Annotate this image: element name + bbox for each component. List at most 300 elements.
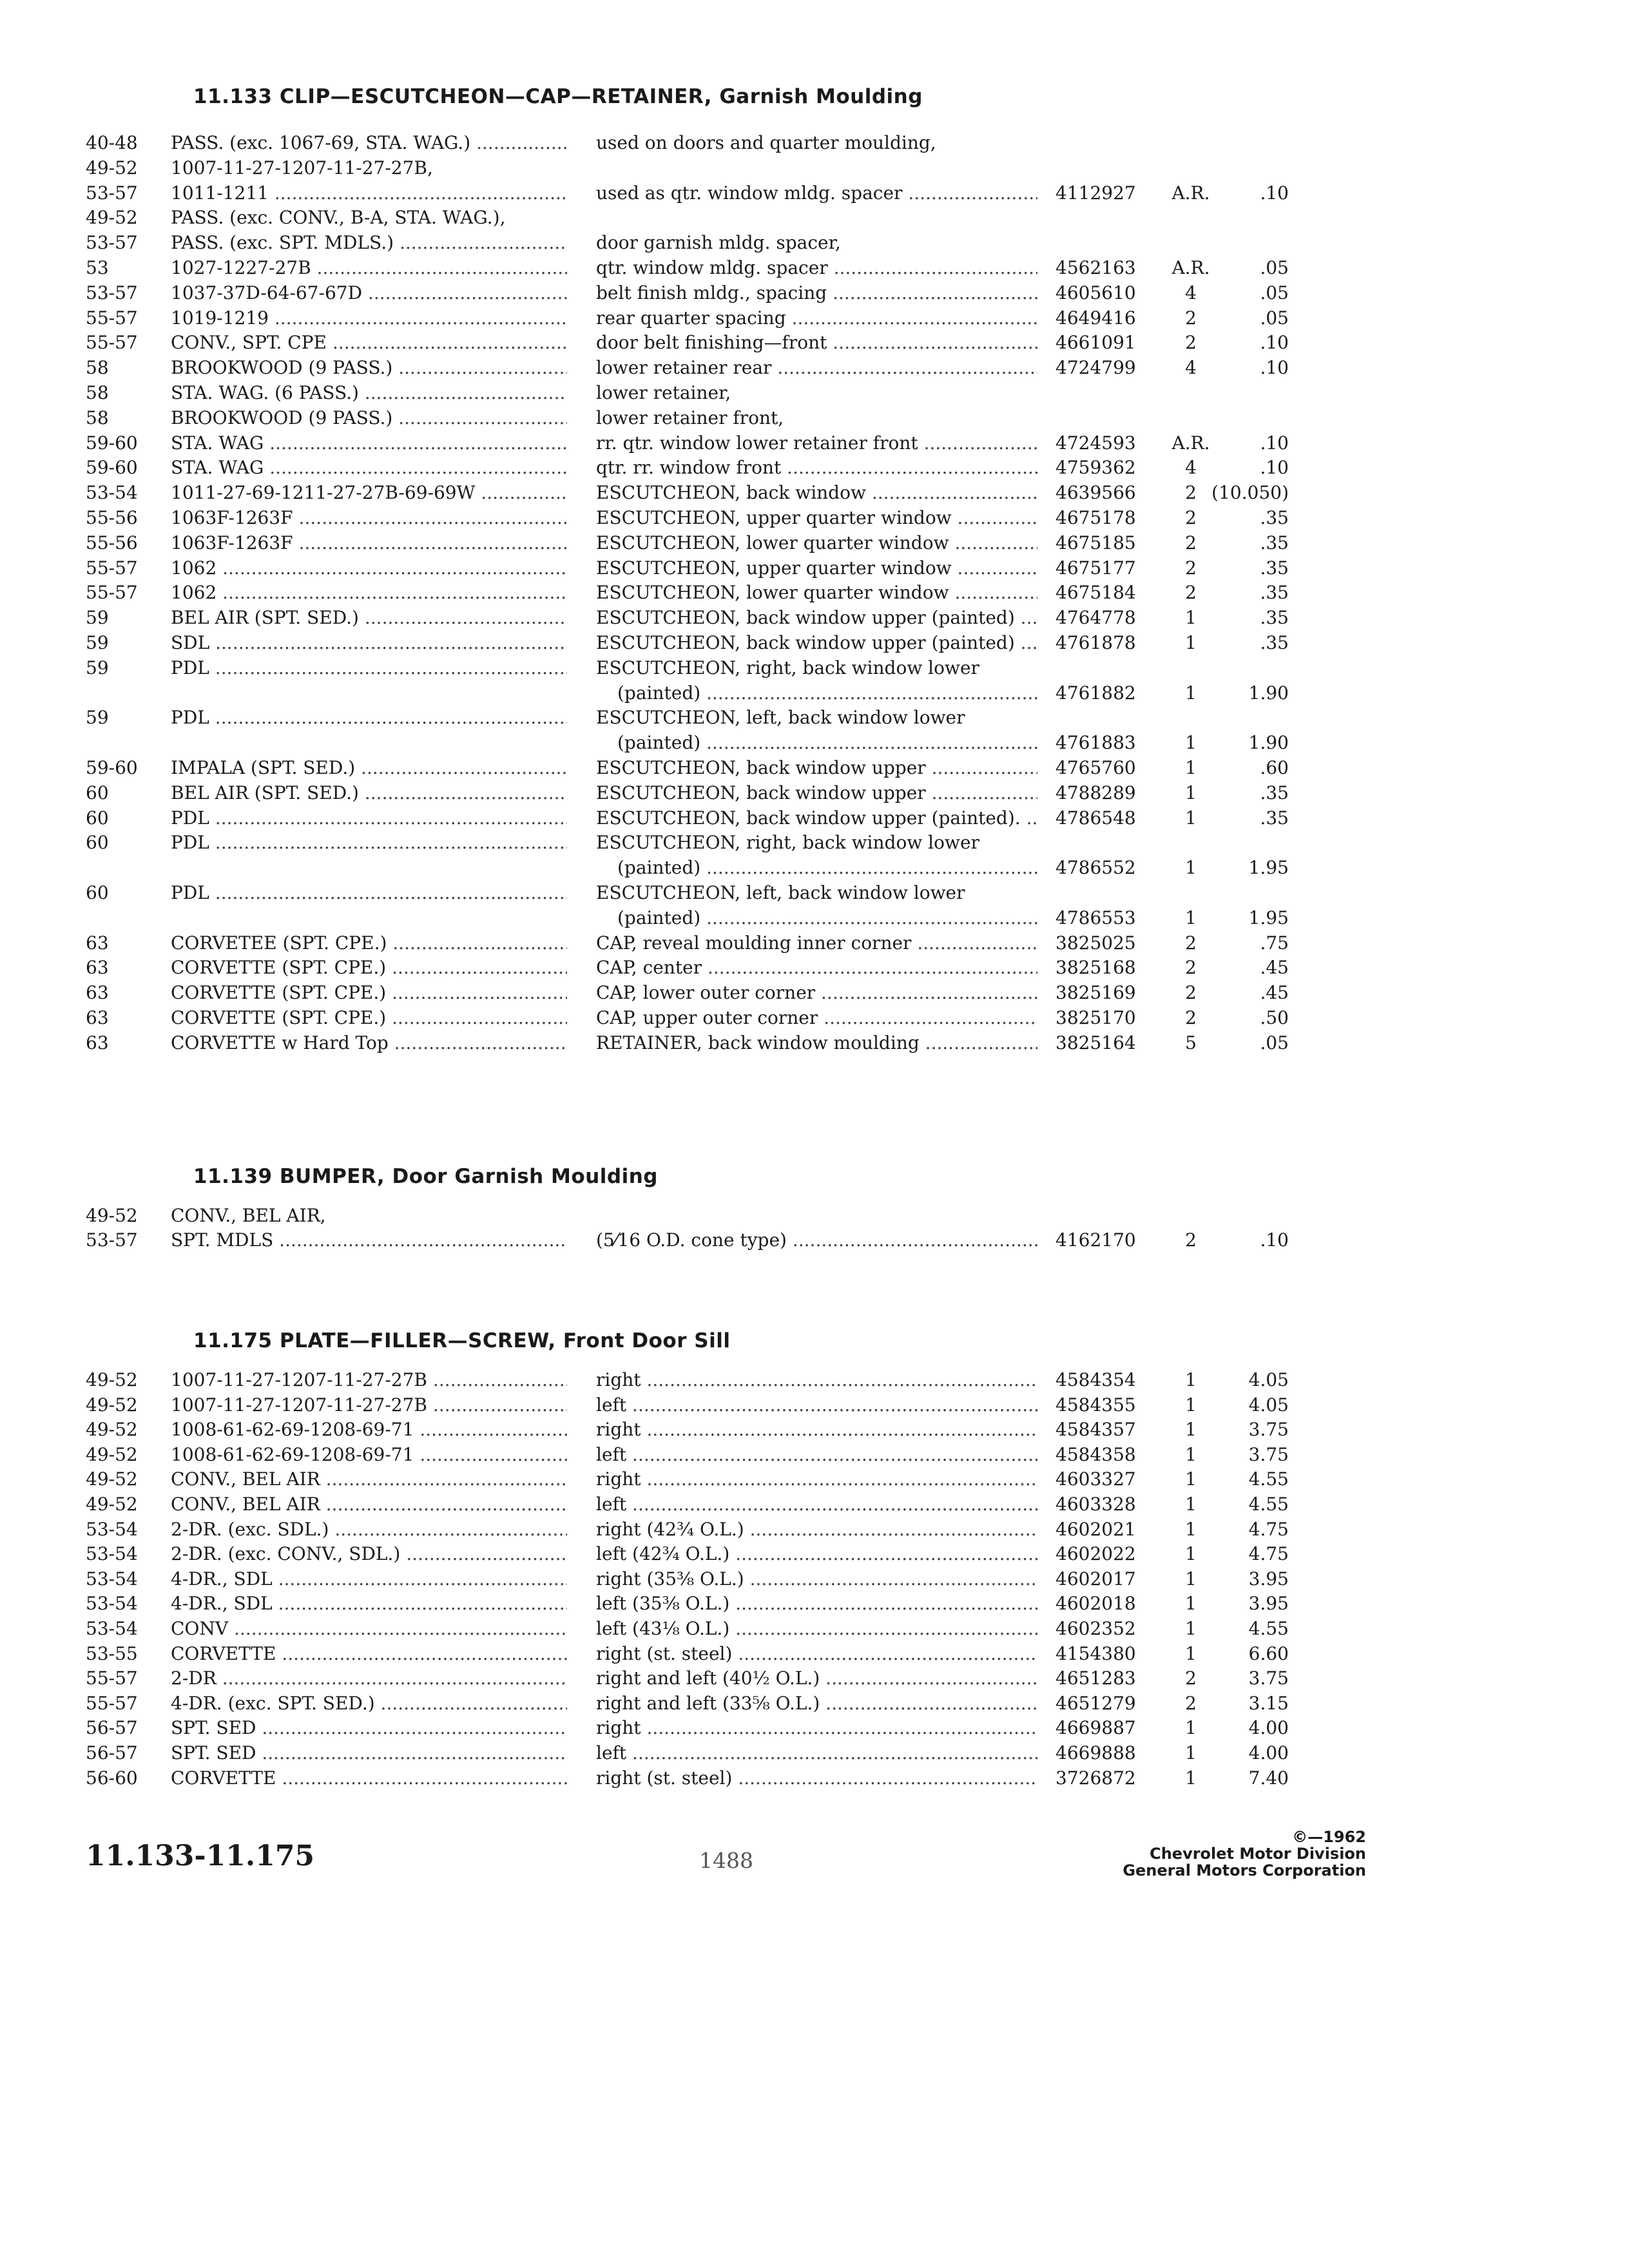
description-cell: rear quarter spacing ..... [596,307,1037,329]
model-cell: STA. WAG ..... [171,432,567,454]
table-row [0,757,1629,782]
description-cell: RETAINER, back window moulding ..... [596,1032,1037,1053]
table-row [0,332,1629,356]
model-cell: 1062 ..... [171,557,567,579]
description-cell: CAP, upper outer corner ..... [596,1007,1037,1028]
table-row [0,132,1629,157]
year-cell: 49-52 [86,1468,138,1490]
quantity-cell: A.R. [1171,432,1210,454]
part-number-cell: 4675178 [1055,507,1136,528]
year-cell: 60 [86,832,109,854]
description-cell: lower retainer rear ..... [596,357,1037,378]
year-cell: 53-54 [86,482,138,504]
part-number-cell: 4154380 [1055,1642,1136,1664]
table-row [0,457,1629,481]
footer-copyright: ©—1962 [1292,1828,1366,1846]
quantity-cell: 1 [1185,1518,1197,1540]
model-cell: 1011-27-69-1211-27-27B-69-69W ..... [171,482,567,503]
model-cell: SPT. MDLS ..... [171,1229,567,1251]
description-cell: right ..... [596,1717,1037,1738]
table-row [0,1693,1629,1717]
year-cell: 49-52 [86,1419,138,1441]
price-cell: .45 [1260,982,1289,1004]
part-number-cell: 4584358 [1055,1443,1136,1465]
quantity-cell: 1 [1185,632,1197,653]
description-cell: ESCUTCHEON, lower quarter window ..... [596,532,1037,553]
table-row [0,657,1629,682]
footer-publisher [1108,1829,1366,1879]
table-row [0,357,1629,381]
description-cell: qtr. rr. window front ..... [596,457,1037,478]
price-cell: .35 [1260,807,1289,829]
quantity-cell: 1 [1185,1419,1197,1441]
model-cell: SPT. SED ..... [171,1742,567,1763]
price-cell: .60 [1260,757,1289,778]
table-row [0,432,1629,457]
model-cell: PASS. (exc. CONV., B-A, STA. WAG.), [171,207,506,229]
model-cell: CONV., BEL AIR, [171,1205,326,1226]
table-row [0,1444,1629,1468]
model-cell: 1037-37D-64-67-67D ..... [171,282,567,303]
year-cell: 59 [86,657,109,678]
table-row [0,957,1629,981]
part-number-cell: 4605610 [1055,282,1136,303]
price-cell: 4.55 [1248,1618,1289,1639]
part-number-cell: 4786548 [1055,807,1136,829]
part-number-cell: 4724799 [1055,357,1136,379]
description-cell: left (35⅜ O.L.) ..... [596,1593,1037,1614]
part-number-cell: 4675184 [1055,582,1136,604]
year-cell: 55-56 [86,532,138,553]
model-cell: IMPALA (SPT. SED.) ..... [171,757,567,778]
section-title-11-133: 11.133 CLIP—ESCUTCHEON—CAP—RETAINER, Garnish Moulding [193,85,923,108]
section-title-11-139: 11.139 BUMPER, Door Garnish Moulding [193,1165,658,1188]
price-cell: 4.05 [1248,1394,1289,1416]
description-cell: door belt finishing—front ..... [596,332,1037,353]
price-cell: 4.05 [1248,1369,1289,1390]
description-cell: ESCUTCHEON, left, back window lower [596,882,965,903]
part-number-cell: 4761878 [1055,632,1136,653]
year-cell: 49-52 [86,207,138,229]
part-number-cell: 4603327 [1055,1468,1136,1490]
year-cell: 59-60 [86,457,138,479]
price-cell: .35 [1260,557,1289,579]
quantity-cell: 1 [1185,1568,1197,1590]
price-cell: 7.40 [1248,1767,1289,1789]
model-cell: PDL ..... [171,657,567,678]
model-cell: CORVETTE (SPT. CPE.) ..... [171,1007,567,1028]
part-number-cell: 4669888 [1055,1742,1136,1763]
table-row [0,1394,1629,1419]
table-row [0,832,1629,856]
price-cell: .10 [1260,1229,1289,1251]
description-cell: used on doors and quarter moulding, [596,132,936,153]
price-cell: .50 [1260,1007,1289,1028]
part-number-cell: 4764778 [1055,607,1136,629]
quantity-cell: 2 [1185,307,1197,329]
quantity-cell: 1 [1185,732,1197,754]
quantity-cell: 2 [1185,557,1197,579]
quantity-cell: 1 [1185,682,1197,704]
price-cell: .05 [1260,307,1289,329]
table-row [0,232,1629,256]
quantity-cell: 1 [1185,607,1197,629]
description-cell: left ..... [596,1394,1037,1416]
part-number-cell: 3825164 [1055,1032,1136,1053]
year-cell: 55-57 [86,582,138,604]
quantity-cell: 1 [1185,1468,1197,1490]
description-cell: ESCUTCHEON, back window upper ..... [596,757,1037,778]
description-cell: (5⁄16 O.D. cone type) ..... [596,1229,1037,1251]
table-row [0,1593,1629,1617]
model-cell: BEL AIR (SPT. SED.) ..... [171,782,567,803]
description-cell: right (42¾ O.L.) ..... [596,1519,1037,1540]
model-cell: SDL ..... [171,632,567,653]
price-cell: .10 [1260,182,1289,204]
description-cell: right (35⅜ O.L.) ..... [596,1568,1037,1590]
model-cell: BEL AIR (SPT. SED.) ..... [171,607,567,628]
year-cell: 63 [86,932,109,954]
year-cell: 49-52 [86,1494,138,1515]
table-row [0,882,1629,907]
footer-section-range: 11.133-11.175 [86,1840,315,1872]
price-cell: .10 [1260,357,1289,379]
description-cell: right and left (33⅝ O.L.) ..... [596,1693,1037,1714]
model-cell: CORVETTE ..... [171,1643,567,1664]
table-row [0,1667,1629,1692]
model-cell: STA. WAG ..... [171,457,567,478]
description-cell: right (st. steel) ..... [596,1767,1037,1789]
description-cell: ESCUTCHEON, left, back window lower [596,707,965,729]
price-cell: 4.55 [1248,1468,1289,1490]
quantity-cell: 2 [1185,1667,1197,1689]
table-row [0,1643,1629,1667]
year-cell: 53 [86,257,109,278]
quantity-cell: 4 [1185,457,1197,479]
description-cell: ESCUTCHEON, right, back window lower [596,832,979,854]
model-cell: 1019-1219 ..... [171,307,567,329]
price-cell: .05 [1260,1032,1289,1053]
table-row [0,1543,1629,1568]
model-cell: CORVETTE (SPT. CPE.) ..... [171,982,567,1003]
table-row [0,482,1629,506]
price-cell: 1.90 [1248,682,1289,704]
part-number-cell: 4675185 [1055,532,1136,553]
part-number-cell: 4603328 [1055,1494,1136,1515]
footer-division: Chevrolet Motor Division [1150,1845,1366,1863]
year-cell: 53-55 [86,1642,138,1664]
quantity-cell: 1 [1185,1443,1197,1465]
year-cell: 55-57 [86,307,138,329]
description-cell: left (42¾ O.L.) ..... [596,1543,1037,1564]
price-cell: .35 [1260,632,1289,653]
footer-page-number: 1488 [699,1848,753,1873]
part-number-cell: 4724593 [1055,432,1136,454]
quantity-cell: 2 [1185,932,1197,954]
price-cell: .45 [1260,957,1289,979]
part-number-cell: 4669887 [1055,1717,1136,1739]
footer-corporation: General Motors Corporation [1123,1861,1366,1879]
quantity-cell: 1 [1185,757,1197,778]
quantity-cell: 2 [1185,1229,1197,1251]
part-number-cell: 4602022 [1055,1543,1136,1565]
model-cell: CORVETEE (SPT. CPE.) ..... [171,932,567,954]
model-cell: CONV., BEL AIR ..... [171,1494,567,1515]
part-number-cell: 4584354 [1055,1369,1136,1390]
part-number-cell: 4788289 [1055,782,1136,803]
description-cell: CAP, reveal moulding inner corner ..... [596,932,1037,954]
year-cell: 53-54 [86,1543,138,1565]
table-row [0,1419,1629,1443]
table-row [0,632,1629,657]
quantity-cell: 5 [1185,1032,1197,1053]
description-cell: ESCUTCHEON, back window upper (painted) ..... [596,632,1037,653]
description-cell: (painted) ..... [617,857,1037,878]
table-row [0,1519,1629,1543]
year-cell: 53-54 [86,1518,138,1540]
model-cell: 4-DR. (exc. SPT. SED.) ..... [171,1693,567,1714]
year-cell: 53-57 [86,232,138,254]
part-number-cell: 4675177 [1055,557,1136,579]
part-number-cell: 4786553 [1055,907,1136,928]
year-cell: 53-57 [86,1229,138,1251]
part-number-cell: 4759362 [1055,457,1136,479]
quantity-cell: 1 [1185,1593,1197,1615]
price-cell: .35 [1260,607,1289,629]
section-title-11-175: 11.175 PLATE—FILLER—SCREW, Front Door Sill [193,1329,731,1352]
part-number-cell: 4602018 [1055,1593,1136,1615]
model-cell: STA. WAG. (6 PASS.) ..... [171,382,567,403]
year-cell: 58 [86,357,109,379]
year-cell: 53-54 [86,1618,138,1639]
part-number-cell: 4761883 [1055,732,1136,754]
quantity-cell: 2 [1185,957,1197,979]
year-cell: 58 [86,407,109,428]
quantity-cell: 1 [1185,1618,1197,1639]
year-cell: 49-52 [86,1205,138,1226]
price-cell: 3.95 [1248,1568,1289,1590]
part-number-cell: 4765760 [1055,757,1136,778]
year-cell: 59 [86,632,109,653]
price-cell: 1.95 [1248,907,1289,928]
table-row [0,1742,1629,1767]
description-cell: left ..... [596,1742,1037,1763]
description-cell: ESCUTCHEON, upper quarter window ..... [596,557,1037,579]
description-cell: left ..... [596,1444,1037,1465]
price-cell: .35 [1260,507,1289,528]
model-cell: CORVETTE (SPT. CPE.) ..... [171,957,567,978]
year-cell: 56-57 [86,1742,138,1763]
price-cell: .05 [1260,257,1289,278]
description-cell: right (st. steel) ..... [596,1643,1037,1664]
table-row [0,407,1629,432]
table-row [0,1717,1629,1742]
part-number-cell: 3726872 [1055,1767,1136,1789]
year-cell: 58 [86,382,109,403]
table-row [0,557,1629,582]
part-number-cell: 4602021 [1055,1518,1136,1540]
part-number-cell: 4651279 [1055,1692,1136,1714]
model-cell: CORVETTE ..... [171,1767,567,1789]
year-cell: 49-52 [86,157,138,178]
year-cell: 49-52 [86,1394,138,1416]
price-cell: 6.60 [1248,1642,1289,1664]
quantity-cell: 2 [1185,532,1197,553]
part-number-cell: 3825025 [1055,932,1136,954]
quantity-cell: 2 [1185,507,1197,528]
part-number-cell: 4649416 [1055,307,1136,329]
model-cell: 1008-61-62-69-1208-69-71 ..... [171,1444,567,1465]
model-cell: BROOKWOOD (9 PASS.) ..... [171,407,567,428]
table-row [0,307,1629,332]
description-cell: CAP, center ..... [596,957,1037,978]
quantity-cell: 2 [1185,482,1197,504]
price-cell: .05 [1260,282,1289,303]
price-cell: .75 [1260,932,1289,954]
description-cell: right ..... [596,1369,1037,1390]
table-row [0,1032,1629,1057]
quantity-cell: 4 [1185,282,1197,303]
description-cell: left ..... [596,1494,1037,1515]
table-row [0,807,1629,832]
quantity-cell: 1 [1185,1369,1197,1390]
quantity-cell: 1 [1185,857,1197,879]
quantity-cell: 1 [1185,782,1197,803]
part-number-cell: 4162170 [1055,1229,1136,1251]
price-cell: 4.00 [1248,1742,1289,1763]
model-cell: CONV., SPT. CPE ..... [171,332,567,353]
quantity-cell: 1 [1185,1494,1197,1515]
table-row [0,1568,1629,1593]
table-row [0,782,1629,807]
price-cell: .35 [1260,782,1289,803]
quantity-cell: A.R. [1171,257,1210,278]
price-cell: 3.75 [1248,1667,1289,1689]
model-cell: 1063F-1263F ..... [171,532,567,553]
year-cell: 40-48 [86,132,138,153]
table-row [0,982,1629,1006]
quantity-cell: 1 [1185,1742,1197,1763]
quantity-cell: 2 [1185,332,1197,354]
table-row [0,607,1629,631]
quantity-cell: A.R. [1171,182,1210,204]
table-row [0,1468,1629,1493]
model-cell: BROOKWOOD (9 PASS.) ..... [171,357,567,378]
table-row [0,682,1629,707]
year-cell: 56-57 [86,1717,138,1739]
price-cell: .10 [1260,457,1289,479]
table-row [0,907,1629,932]
table-row [0,157,1629,182]
model-cell: 1011-1211 ..... [171,182,567,204]
part-number-cell: 4584355 [1055,1394,1136,1416]
year-cell: 53-54 [86,1593,138,1615]
year-cell: 59 [86,707,109,729]
price-cell: 1.90 [1248,732,1289,754]
table-row [0,182,1629,207]
price-cell: 3.15 [1248,1692,1289,1714]
description-cell: lower retainer front, [596,407,784,428]
table-row [0,1229,1629,1254]
price-cell: (10.050) [1211,482,1289,504]
year-cell: 59 [86,607,109,629]
quantity-cell: 1 [1185,1543,1197,1565]
part-number-cell: 4639566 [1055,482,1136,504]
model-cell: SPT. SED ..... [171,1717,567,1738]
part-number-cell: 4602017 [1055,1568,1136,1590]
part-number-cell: 4112927 [1055,182,1136,204]
description-cell: (painted) ..... [617,907,1037,928]
part-number-cell: 3825169 [1055,982,1136,1004]
description-cell: right and left (40½ O.L.) ..... [596,1667,1037,1689]
year-cell: 49-52 [86,1369,138,1390]
model-cell: 1027-1227-27B ..... [171,257,567,278]
model-cell: 2-DR. (exc. CONV., SDL.) ..... [171,1543,567,1564]
year-cell: 55-57 [86,1692,138,1714]
part-number-cell: 4661091 [1055,332,1136,354]
price-cell: 4.75 [1248,1543,1289,1565]
part-number-cell: 3825168 [1055,957,1136,979]
description-cell: ESCUTCHEON, upper quarter window ..... [596,507,1037,528]
table-row [0,1767,1629,1792]
model-cell: 1008-61-62-69-1208-69-71 ..... [171,1419,567,1440]
year-cell: 53-54 [86,1568,138,1590]
quantity-cell: 1 [1185,1717,1197,1739]
table-row [0,532,1629,557]
table-row [0,932,1629,957]
table-row [0,1007,1629,1032]
model-cell: PDL ..... [171,807,567,829]
description-cell: rr. qtr. window lower retainer front ..... [596,432,1037,454]
description-cell: used as qtr. window mldg. spacer ..... [596,182,1037,204]
description-cell: ESCUTCHEON, back window upper (painted). ..... [596,807,1037,829]
model-cell: PDL ..... [171,707,567,728]
price-cell: .10 [1260,432,1289,454]
table-row [0,707,1629,731]
quantity-cell: 2 [1185,582,1197,604]
year-cell: 53-57 [86,282,138,303]
year-cell: 63 [86,1032,109,1053]
price-cell: .35 [1260,532,1289,553]
year-cell: 63 [86,982,109,1004]
model-cell: 4-DR., SDL ..... [171,1568,567,1590]
quantity-cell: 2 [1185,1007,1197,1028]
model-cell: 1063F-1263F ..... [171,507,567,528]
table-row [0,382,1629,407]
model-cell: 1007-11-27-1207-11-27-27B, [171,157,433,178]
table-row [0,282,1629,307]
description-cell: qtr. window mldg. spacer ..... [596,257,1037,278]
description-cell: ESCUTCHEON, back window upper (painted) ..... [596,607,1037,628]
year-cell: 56-60 [86,1767,138,1789]
model-cell: PDL ..... [171,882,567,903]
year-cell: 55-57 [86,332,138,354]
price-cell: .10 [1260,332,1289,354]
description-cell: (painted) ..... [617,732,1037,753]
description-cell: (painted) ..... [617,682,1037,704]
price-cell: 4.55 [1248,1494,1289,1515]
price-cell: 1.95 [1248,857,1289,879]
year-cell: 63 [86,1007,109,1028]
model-cell: 4-DR., SDL ..... [171,1593,567,1614]
table-row [0,1494,1629,1518]
year-cell: 55-56 [86,507,138,528]
year-cell: 55-57 [86,1667,138,1689]
model-cell: 2-DR ..... [171,1667,567,1689]
table-row [0,507,1629,532]
quantity-cell: 1 [1185,907,1197,928]
part-number-cell: 4786552 [1055,857,1136,879]
